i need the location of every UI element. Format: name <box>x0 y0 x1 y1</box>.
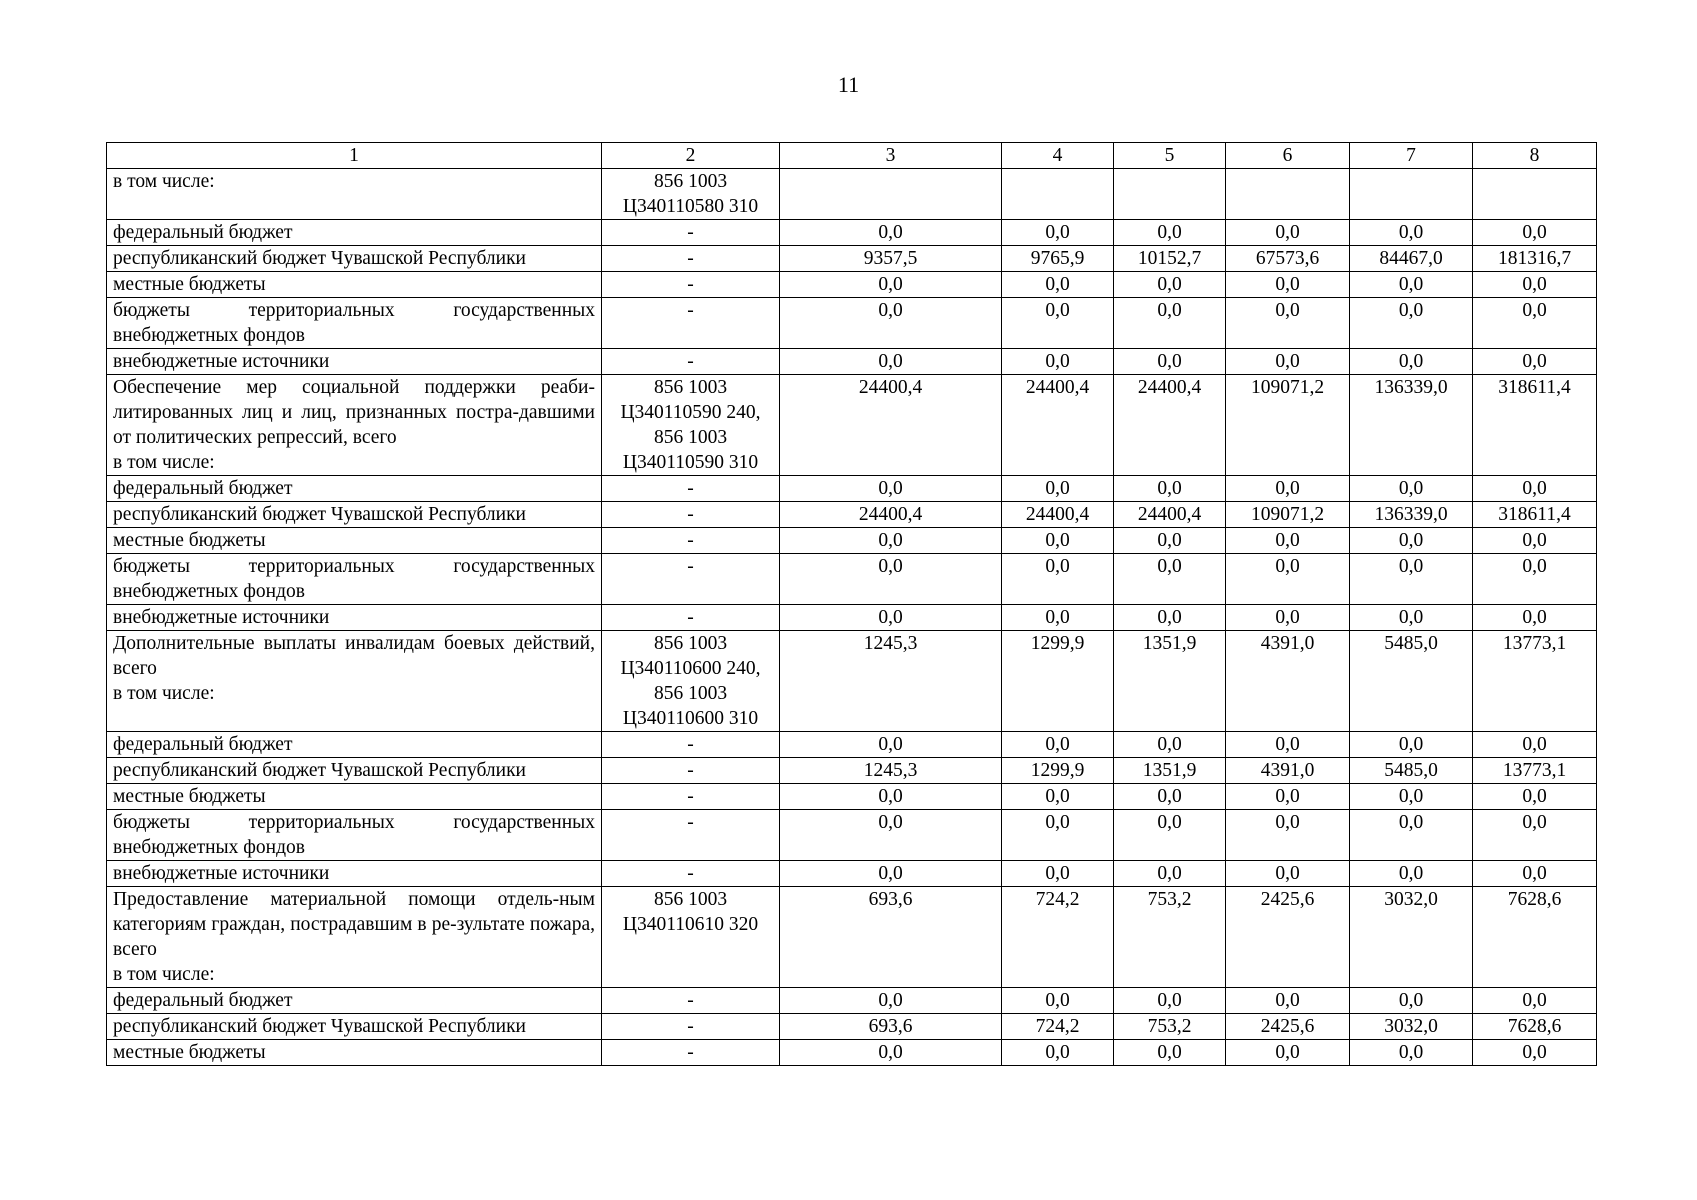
value-cell: 693,6 <box>780 1014 1002 1040</box>
value-cell: 24400,4 <box>1002 502 1114 528</box>
value-cell: 0,0 <box>1226 810 1350 861</box>
value-cell: 0,0 <box>780 810 1002 861</box>
value-cell <box>1226 169 1350 220</box>
value-cell: 0,0 <box>1114 528 1226 554</box>
table-row <box>107 605 1597 631</box>
table-row <box>107 298 1597 349</box>
value-cell: 693,6 <box>780 887 1002 988</box>
value-cell: 0,0 <box>1002 810 1114 861</box>
value-cell: 109071,2 <box>1226 502 1350 528</box>
value-cell: 136339,0 <box>1350 375 1473 476</box>
value-cell: 0,0 <box>1226 349 1350 375</box>
value-cell: 753,2 <box>1114 1014 1226 1040</box>
budget-code: - <box>602 246 780 272</box>
row-name: местные бюджеты <box>107 784 602 810</box>
budget-code: - <box>602 528 780 554</box>
value-cell: 7628,6 <box>1473 1014 1597 1040</box>
value-cell: 24400,4 <box>1002 375 1114 476</box>
value-cell: 0,0 <box>1350 349 1473 375</box>
value-cell: 0,0 <box>1473 605 1597 631</box>
value-cell: 0,0 <box>1350 1040 1473 1066</box>
value-cell: 0,0 <box>1473 272 1597 298</box>
table-row <box>107 758 1597 784</box>
value-cell: 0,0 <box>1002 784 1114 810</box>
value-cell: 0,0 <box>1226 298 1350 349</box>
value-cell: 0,0 <box>780 298 1002 349</box>
table-row <box>107 246 1597 272</box>
value-cell: 1245,3 <box>780 758 1002 784</box>
value-cell: 0,0 <box>1002 861 1114 887</box>
column-header: 7 <box>1350 143 1473 169</box>
row-name: Предоставление материальной помощи отдель-ным категориям граждан, пострадавшим в ре-зультате пожара, всего в том числе: <box>107 887 602 988</box>
value-cell: 0,0 <box>1350 810 1473 861</box>
budget-code: - <box>602 349 780 375</box>
value-cell: 0,0 <box>1002 554 1114 605</box>
value-cell: 0,0 <box>1350 476 1473 502</box>
value-cell: 0,0 <box>1002 732 1114 758</box>
table-row <box>107 732 1597 758</box>
column-header: 1 <box>107 143 602 169</box>
value-cell: 0,0 <box>1114 605 1226 631</box>
value-cell <box>1002 169 1114 220</box>
value-cell: 3032,0 <box>1350 1014 1473 1040</box>
budget-code: - <box>602 298 780 349</box>
value-cell: 724,2 <box>1002 1014 1114 1040</box>
value-cell: 0,0 <box>1473 349 1597 375</box>
value-cell: 109071,2 <box>1226 375 1350 476</box>
value-cell: 0,0 <box>1473 554 1597 605</box>
value-cell: 0,0 <box>1002 1040 1114 1066</box>
value-cell: 0,0 <box>1114 220 1226 246</box>
row-name: внебюджетные источники <box>107 861 602 887</box>
value-cell: 0,0 <box>780 1040 1002 1066</box>
value-cell: 0,0 <box>1350 732 1473 758</box>
column-header: 5 <box>1114 143 1226 169</box>
value-cell: 0,0 <box>1473 732 1597 758</box>
value-cell: 0,0 <box>1114 272 1226 298</box>
budget-code: - <box>602 476 780 502</box>
row-name: республиканский бюджет Чувашской Республики <box>107 1014 602 1040</box>
value-cell: 0,0 <box>780 988 1002 1014</box>
value-cell: 1351,9 <box>1114 631 1226 732</box>
value-cell: 0,0 <box>1226 732 1350 758</box>
value-cell: 0,0 <box>1350 272 1473 298</box>
value-cell: 0,0 <box>1473 988 1597 1014</box>
value-cell: 753,2 <box>1114 887 1226 988</box>
value-cell: 10152,7 <box>1114 246 1226 272</box>
budget-code: - <box>602 810 780 861</box>
row-name: бюджеты территориальных государственных внебюджетных фондов <box>107 554 602 605</box>
value-cell: 3032,0 <box>1350 887 1473 988</box>
row-name: местные бюджеты <box>107 528 602 554</box>
row-name: республиканский бюджет Чувашской Республики <box>107 246 602 272</box>
value-cell: 5485,0 <box>1350 631 1473 732</box>
value-cell: 0,0 <box>1350 784 1473 810</box>
value-cell: 0,0 <box>1226 605 1350 631</box>
value-cell: 0,0 <box>780 528 1002 554</box>
value-cell: 0,0 <box>1002 349 1114 375</box>
value-cell: 0,0 <box>1114 476 1226 502</box>
row-name: местные бюджеты <box>107 1040 602 1066</box>
value-cell: 0,0 <box>1226 272 1350 298</box>
row-name: федеральный бюджет <box>107 220 602 246</box>
value-cell: 0,0 <box>1002 476 1114 502</box>
value-cell: 0,0 <box>1226 988 1350 1014</box>
value-cell: 0,0 <box>1114 988 1226 1014</box>
value-cell: 181316,7 <box>1473 246 1597 272</box>
column-header: 4 <box>1002 143 1114 169</box>
value-cell: 0,0 <box>1473 1040 1597 1066</box>
value-cell: 0,0 <box>1114 732 1226 758</box>
value-cell: 0,0 <box>1473 476 1597 502</box>
column-header: 3 <box>780 143 1002 169</box>
row-name: местные бюджеты <box>107 272 602 298</box>
budget-code: - <box>602 988 780 1014</box>
table-row <box>107 272 1597 298</box>
budget-code: 856 1003 Ц340110590 240, 856 1003 Ц340110590 310 <box>602 375 780 476</box>
value-cell: 0,0 <box>1350 861 1473 887</box>
value-cell: 1299,9 <box>1002 631 1114 732</box>
value-cell: 0,0 <box>1473 784 1597 810</box>
value-cell: 67573,6 <box>1226 246 1350 272</box>
value-cell: 9765,9 <box>1002 246 1114 272</box>
value-cell: 0,0 <box>1114 784 1226 810</box>
row-name: республиканский бюджет Чувашской Республики <box>107 758 602 784</box>
value-cell: 0,0 <box>780 349 1002 375</box>
value-cell: 7628,6 <box>1473 887 1597 988</box>
value-cell: 0,0 <box>1002 528 1114 554</box>
budget-code: - <box>602 1014 780 1040</box>
row-name: Обеспечение мер социальной поддержки реаби-литированных лиц и лиц, признанных постра-давшими от политических репрессий, всего в том числе: <box>107 375 602 476</box>
table-row <box>107 554 1597 605</box>
value-cell: 0,0 <box>780 476 1002 502</box>
value-cell: 0,0 <box>780 554 1002 605</box>
table-row <box>107 1040 1597 1066</box>
table-row <box>107 861 1597 887</box>
budget-code: - <box>602 732 780 758</box>
table-row <box>107 476 1597 502</box>
budget-code: - <box>602 784 780 810</box>
value-cell: 0,0 <box>1114 861 1226 887</box>
table-row <box>107 502 1597 528</box>
value-cell: 0,0 <box>1350 988 1473 1014</box>
row-name: бюджеты территориальных государственных внебюджетных фондов <box>107 298 602 349</box>
value-cell: 24400,4 <box>780 375 1002 476</box>
table-row <box>107 375 1597 476</box>
value-cell: 0,0 <box>1473 220 1597 246</box>
table-row <box>107 784 1597 810</box>
value-cell: 0,0 <box>1350 528 1473 554</box>
budget-code: - <box>602 605 780 631</box>
budget-code: - <box>602 220 780 246</box>
page-number: 11 <box>837 72 860 97</box>
value-cell: 0,0 <box>1114 298 1226 349</box>
value-cell: 0,0 <box>780 605 1002 631</box>
row-name: внебюджетные источники <box>107 605 602 631</box>
budget-code: - <box>602 554 780 605</box>
table-row <box>107 169 1597 220</box>
value-cell: 0,0 <box>1002 272 1114 298</box>
value-cell: 4391,0 <box>1226 631 1350 732</box>
value-cell: 0,0 <box>1114 554 1226 605</box>
value-cell: 13773,1 <box>1473 631 1597 732</box>
value-cell: 1299,9 <box>1002 758 1114 784</box>
value-cell: 0,0 <box>780 784 1002 810</box>
value-cell: 0,0 <box>1350 298 1473 349</box>
value-cell: 2425,6 <box>1226 887 1350 988</box>
value-cell: 1351,9 <box>1114 758 1226 784</box>
value-cell: 0,0 <box>1226 220 1350 246</box>
value-cell: 84467,0 <box>1350 246 1473 272</box>
budget-code: - <box>602 758 780 784</box>
value-cell: 136339,0 <box>1350 502 1473 528</box>
table-header-row <box>107 143 1597 169</box>
value-cell: 24400,4 <box>1114 502 1226 528</box>
value-cell: 0,0 <box>1114 349 1226 375</box>
column-header: 6 <box>1226 143 1350 169</box>
table-row <box>107 1014 1597 1040</box>
value-cell: 9357,5 <box>780 246 1002 272</box>
table-row <box>107 528 1597 554</box>
budget-table <box>106 142 1597 1066</box>
column-header: 8 <box>1473 143 1597 169</box>
budget-code: - <box>602 861 780 887</box>
value-cell <box>1350 169 1473 220</box>
table-row <box>107 349 1597 375</box>
value-cell <box>780 169 1002 220</box>
row-name: Дополнительные выплаты инвалидам боевых действий, всего в том числе: <box>107 631 602 732</box>
row-name: республиканский бюджет Чувашской Республики <box>107 502 602 528</box>
budget-code: - <box>602 272 780 298</box>
value-cell: 0,0 <box>1350 220 1473 246</box>
value-cell: 0,0 <box>1473 298 1597 349</box>
value-cell: 0,0 <box>1226 784 1350 810</box>
value-cell: 0,0 <box>1002 605 1114 631</box>
table-row <box>107 220 1597 246</box>
value-cell: 0,0 <box>780 272 1002 298</box>
table-row <box>107 631 1597 732</box>
table-row <box>107 810 1597 861</box>
value-cell: 24400,4 <box>1114 375 1226 476</box>
budget-code: - <box>602 502 780 528</box>
value-cell: 0,0 <box>1350 554 1473 605</box>
value-cell: 724,2 <box>1002 887 1114 988</box>
value-cell: 0,0 <box>1002 298 1114 349</box>
value-cell: 0,0 <box>1350 605 1473 631</box>
value-cell: 318611,4 <box>1473 502 1597 528</box>
row-name: федеральный бюджет <box>107 476 602 502</box>
row-name: федеральный бюджет <box>107 732 602 758</box>
value-cell: 0,0 <box>1226 861 1350 887</box>
value-cell: 13773,1 <box>1473 758 1597 784</box>
value-cell: 0,0 <box>1114 1040 1226 1066</box>
value-cell: 0,0 <box>1002 988 1114 1014</box>
value-cell: 1245,3 <box>780 631 1002 732</box>
value-cell <box>1473 169 1597 220</box>
value-cell: 24400,4 <box>780 502 1002 528</box>
budget-code: 856 1003 Ц340110610 320 <box>602 887 780 988</box>
value-cell: 5485,0 <box>1350 758 1473 784</box>
budget-code: - <box>602 1040 780 1066</box>
value-cell: 0,0 <box>1002 220 1114 246</box>
table-row <box>107 887 1597 988</box>
value-cell: 0,0 <box>1226 476 1350 502</box>
value-cell: 0,0 <box>1114 810 1226 861</box>
value-cell: 4391,0 <box>1226 758 1350 784</box>
value-cell <box>1114 169 1226 220</box>
row-name: внебюджетные источники <box>107 349 602 375</box>
value-cell: 0,0 <box>1226 528 1350 554</box>
row-name: в том числе: <box>107 169 602 220</box>
value-cell: 0,0 <box>780 861 1002 887</box>
value-cell: 0,0 <box>1473 810 1597 861</box>
row-name: федеральный бюджет <box>107 988 602 1014</box>
value-cell: 0,0 <box>1226 554 1350 605</box>
value-cell: 0,0 <box>780 220 1002 246</box>
value-cell: 0,0 <box>780 732 1002 758</box>
row-name: бюджеты территориальных государственных внебюджетных фондов <box>107 810 602 861</box>
value-cell: 318611,4 <box>1473 375 1597 476</box>
column-header: 2 <box>602 143 780 169</box>
value-cell: 0,0 <box>1473 528 1597 554</box>
budget-code: 856 1003 Ц340110600 240, 856 1003 Ц340110600 310 <box>602 631 780 732</box>
budget-code: 856 1003 Ц340110580 310 <box>602 169 780 220</box>
value-cell: 0,0 <box>1473 861 1597 887</box>
value-cell: 0,0 <box>1226 1040 1350 1066</box>
value-cell: 2425,6 <box>1226 1014 1350 1040</box>
table-row <box>107 988 1597 1014</box>
